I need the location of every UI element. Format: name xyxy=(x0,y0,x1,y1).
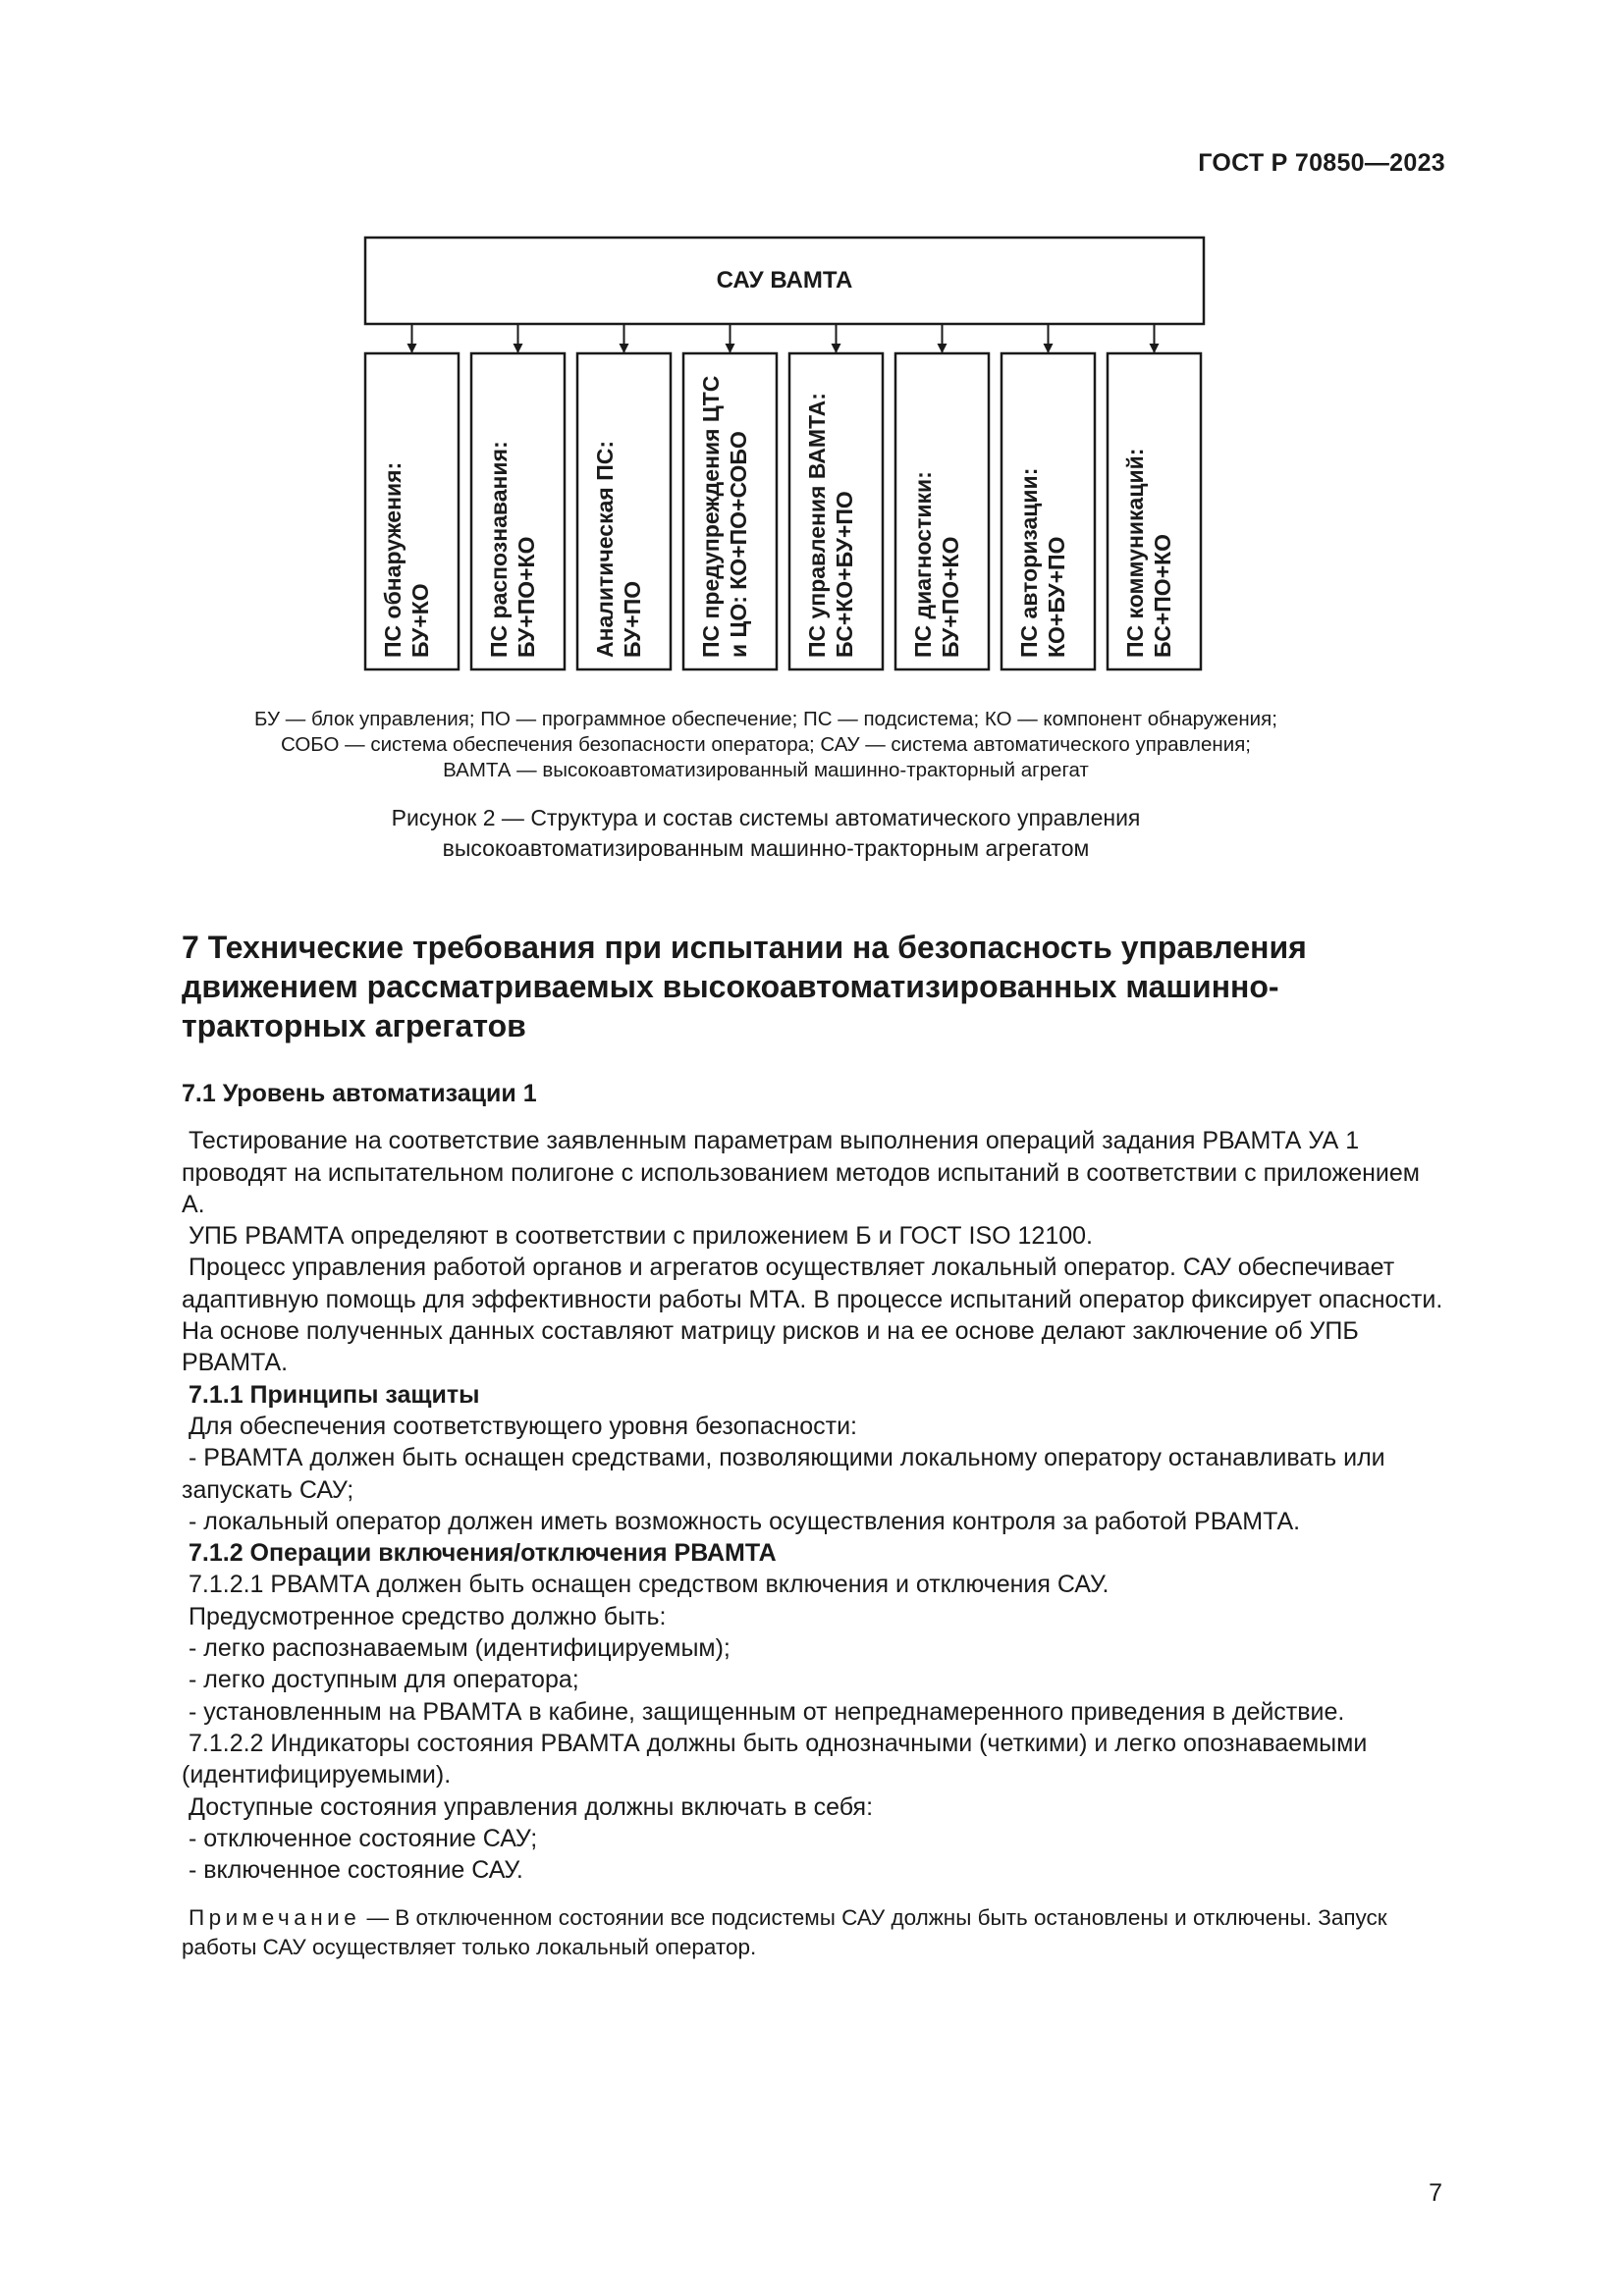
title-line: 7 Технические требования при испытании на безопасность управления xyxy=(182,930,1307,965)
list-item: - легко доступным для оператора; xyxy=(189,1666,579,1694)
document-header: ГОСТ Р 70850—2023 xyxy=(1198,149,1445,177)
section-body xyxy=(182,1078,1445,1962)
paragraph: Доступные состояния управления должны включать в себя: xyxy=(189,1792,874,1821)
diagram-legend xyxy=(147,707,1384,783)
subsystem-label: ПС коммуникаций:БС+ПО+КО xyxy=(1122,448,1175,658)
list-item: - установленным на РВАМТА в кабине, защищенным от непреднамеренного приведения в действие. xyxy=(189,1697,1345,1726)
subsystem-label: ПС предупреждения ЦТСи ЦО: КО+ПО+СОБО xyxy=(698,375,751,658)
list-item: - локальный оператор должен иметь возможность осуществления контроля за работой РВАМТА. xyxy=(189,1507,1301,1535)
note xyxy=(182,1903,1445,1962)
list-item: - включенное состояние САУ. xyxy=(189,1856,523,1885)
title-line: движением рассматриваемых высокоавтоматизированных машинно- xyxy=(182,969,1279,1004)
paragraph: 7.1.2.2 Индикаторы состояния РВАМТА должны быть однозначными (четкими) и легко опознаваемыми (идентифицируемыми). xyxy=(182,1729,1368,1789)
page-number: 7 xyxy=(1429,2179,1442,2207)
subsection-7-1-2-heading: 7.1.2 Операции включения/отключения РВАМТА xyxy=(189,1539,777,1568)
subsystem-label: ПС авторизации:КО+БУ+ПО xyxy=(1016,467,1069,658)
subsystem-label: Аналитическая ПС:БУ+ПО xyxy=(592,441,645,658)
caption-line: высокоавтоматизированным машинно-тракторным агрегатом xyxy=(442,835,1090,861)
paragraph: Предусмотренное средство должно быть: xyxy=(189,1602,667,1630)
legend-line: ВАМТА — высокоавтоматизированный машинно-тракторный агрегат xyxy=(443,759,1089,781)
caption-line: Рисунок 2 — Структура и состав системы автоматического управления xyxy=(391,805,1141,830)
note-text: — В отключенном состоянии все подсистемы САУ должны быть остановлены и отключены. Запуск работы САУ осуществляет только локальный оператор. xyxy=(182,1905,1387,1960)
note-label: Примечание xyxy=(189,1905,361,1931)
list-item: - отключенное состояние САУ; xyxy=(189,1824,538,1852)
paragraph: Процесс управления работой органов и агрегатов осуществляет локальный оператор. САУ обеспечивает адаптивную помощь для эффективности работы МТА. В процессе испытаний оператор фиксирует опасности. На основе полученных данных составляют матрицу рисков и на ее основе делают заключение об УПБ РВАМТА. xyxy=(182,1254,1443,1377)
subsection-7-1-heading: 7.1 Уровень автоматизации 1 xyxy=(182,1080,537,1107)
paragraph: 7.1.2.1 РВАМТА должен быть оснащен средством включения и отключения САУ. xyxy=(189,1571,1110,1599)
legend-line: СОБО — система обеспечения безопасности оператора; САУ — система автоматического управления; xyxy=(281,733,1251,756)
paragraph: УПБ РВАМТА определяют в соответствии с приложением Б и ГОСТ ISO 12100. xyxy=(189,1222,1093,1251)
paragraph: Для обеспечения соответствующего уровня безопасности: xyxy=(189,1412,858,1440)
list-item: - РВАМТА должен быть оснащен средствами, позволяющими локальному оператору останавливать или запускать САУ; xyxy=(182,1444,1385,1504)
subsection-7-1-1-heading: 7.1.1 Принципы защиты xyxy=(189,1380,480,1409)
title-line: тракторных агрегатов xyxy=(182,1008,526,1043)
top-box-label: САУ ВАМТА xyxy=(716,267,853,294)
list-item: - легко распознаваемым (идентифицируемым); xyxy=(189,1634,731,1663)
legend-line: БУ — блок управления; ПО — программное обеспечение; ПС — подсистема; КО — компонент обнаружения; xyxy=(254,708,1277,730)
subsystem-label: ПС обнаружения:БУ+КО xyxy=(380,461,433,658)
subsystem-label: ПС управления ВАМТА:БС+КО+БУ+ПО xyxy=(804,393,857,658)
paragraph: Тестирование на соответствие заявленным параметрам выполнения операций задания РВАМТА УА 1 проводят на испытательном полигоне с использованием методов испытаний в соответствии с приложением А. xyxy=(182,1127,1420,1218)
figure-caption xyxy=(147,803,1384,864)
structure-diagram xyxy=(0,0,1624,707)
subsystem-label: ПС распознавания:БУ+ПО+КО xyxy=(486,441,539,658)
section-7-title xyxy=(182,928,1448,1045)
subsystem-label: ПС диагностики:БУ+ПО+КО xyxy=(910,471,963,658)
subsystem-boxes xyxy=(365,324,1201,669)
